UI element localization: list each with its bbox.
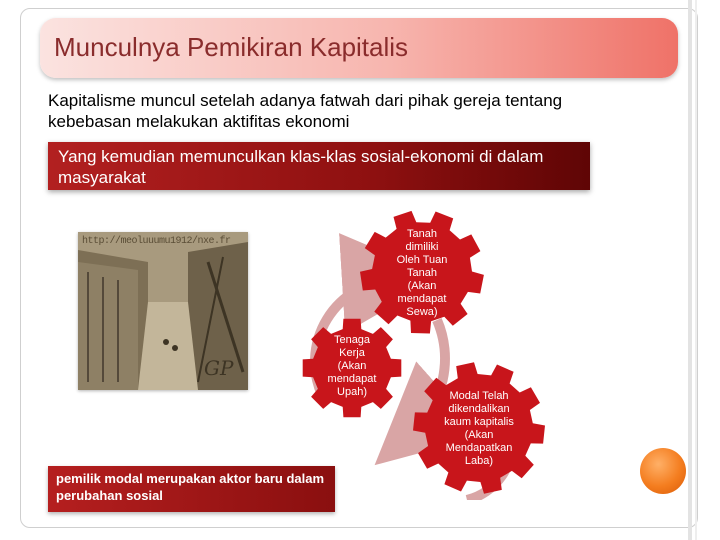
intro-text: Kapitalisme muncul setelah adanya fatwah dari pihak gereja tentang kebebasan melakukan aktifitas ekonomi	[48, 91, 563, 131]
gear-cycle-diagram	[262, 210, 562, 505]
right-decor-rule-thin	[695, 0, 697, 540]
gear-top-text: Tanah dimiliki Oleh Tuan Tanah (Akan mendapat Sewa)	[396, 228, 448, 318]
decorative-orange-circle	[640, 448, 686, 494]
historic-street-photo	[78, 232, 248, 390]
caption-text: pemilik modal merupakan aktor baru dalam perubahan sosial	[48, 466, 335, 512]
slide-title: Munculnya Pemikiran Kapitalis	[54, 32, 409, 62]
gear-left-text: Tenaga Kerja (Akan mendapat Upah)	[327, 334, 377, 398]
right-decor-rule	[688, 0, 692, 540]
gear-right-text: Modal Telah dikendalikan kaum kapitalis (Akan Mendapatkan Laba)	[444, 390, 514, 467]
photo-url-text: http://meoluuumu1912/nxe.fr	[82, 236, 231, 247]
photo-watermark: GP	[204, 356, 234, 380]
banner-text: Yang kemudian memunculkan klas-klas sosial-ekonomi di dalam masyarakat	[48, 142, 590, 190]
